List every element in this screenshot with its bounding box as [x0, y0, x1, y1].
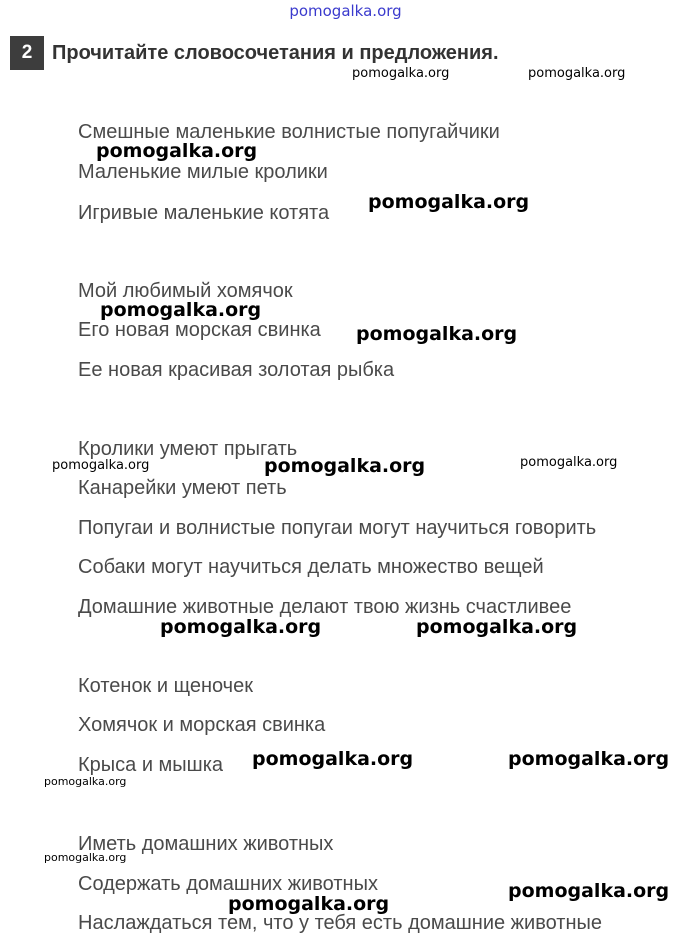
watermark: pomogalka.org [356, 323, 518, 345]
watermark: pomogalka.org [352, 66, 450, 81]
phrase-line: Канарейки умеют петь [78, 477, 287, 499]
watermark: pomogalka.org [264, 455, 426, 477]
phrase-line: Игривые маленькие котята [78, 202, 330, 224]
phrase-line: Его новая морская свинка [78, 319, 321, 341]
phrase-line: Хомячок и морская свинка [78, 714, 326, 736]
phrase-line: Крыса и мышка [78, 754, 224, 776]
watermark: pomogalka.org [44, 851, 127, 864]
watermark: pomogalka.org [252, 748, 414, 770]
task-instruction: Прочитайте словосочетания и предложения. [52, 41, 499, 64]
header-watermark: pomogalka.org [289, 2, 402, 20]
watermark: pomogalka.org [368, 191, 530, 213]
phrase-line: Смешные маленькие волнистые попугайчики [78, 121, 500, 143]
phrase-line: Собаки могут научиться делать множество вещей [78, 556, 544, 578]
watermark: pomogalka.org [96, 140, 258, 162]
phrase-line: Ее новая красивая золотая рыбка [78, 359, 395, 381]
task-number: 2 [10, 36, 44, 70]
phrase-line: Наслаждаться тем, что у тебя есть домашние животные [78, 912, 603, 934]
watermark: pomogalka.org [508, 880, 670, 902]
watermark: pomogalka.org [100, 299, 262, 321]
watermark: pomogalka.org [508, 748, 670, 770]
watermark: pomogalka.org [228, 893, 390, 915]
phrase-line: Мой любимый хомячок [78, 280, 293, 302]
phrase-line: Кролики умеют прыгать [78, 438, 298, 460]
phrase-line: Содержать домашних животных [78, 873, 378, 895]
watermark: pomogalka.org [520, 455, 618, 470]
task-header [10, 36, 499, 70]
watermark: pomogalka.org [44, 775, 127, 788]
phrase-line: Котенок и щеночек [78, 675, 253, 697]
phrase-line: Домашние животные делают твою жизнь счастливее [78, 596, 572, 618]
phrase-line: Иметь домашних животных [78, 833, 334, 855]
watermark: pomogalka.org [52, 458, 150, 473]
phrase-line: Маленькие милые кролики [78, 161, 328, 183]
phrase-line: Попугаи и волнистые попугаи могут научиться говорить [78, 517, 597, 539]
watermark: pomogalka.org [160, 616, 322, 638]
watermark: pomogalka.org [528, 66, 626, 81]
watermark: pomogalka.org [416, 616, 578, 638]
